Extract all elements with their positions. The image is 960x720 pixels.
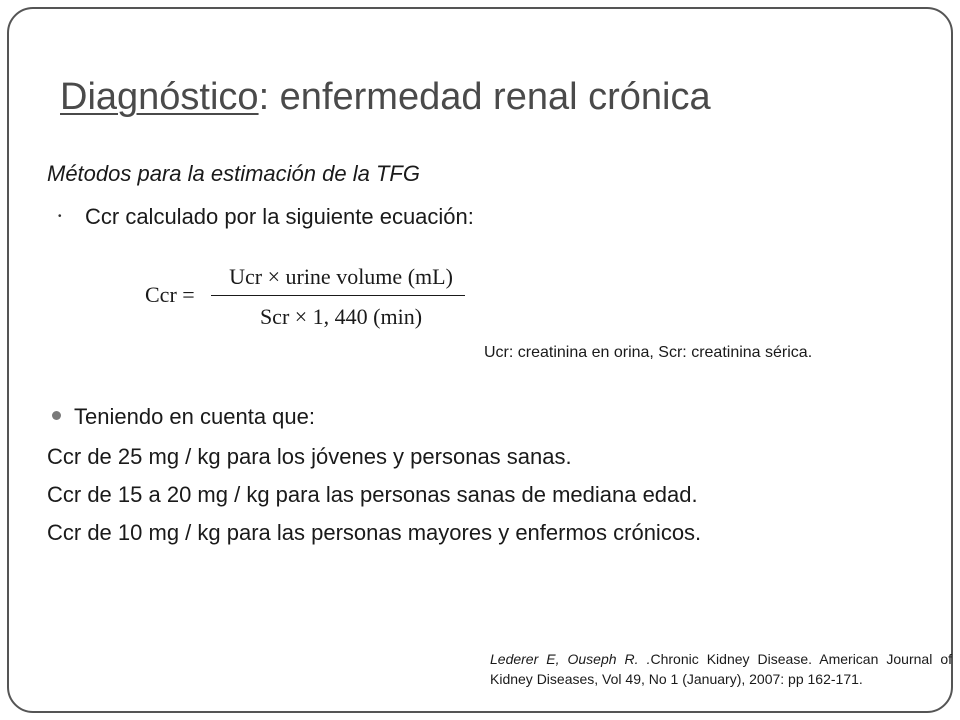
ccr-line: Ccr de 15 a 20 mg / kg para las personas sanas de mediana edad. <box>47 482 698 507</box>
title-underlined-part: Diagnóstico <box>60 76 259 118</box>
reference-authors: Lederer E, Ouseph R. . <box>490 651 651 667</box>
bullet-dot-icon: • <box>58 211 62 222</box>
reference-citation <box>490 649 952 689</box>
slide-title <box>60 76 711 119</box>
ccr-line: Ccr de 10 mg / kg para las personas mayores y enfermos crónicos. <box>47 520 702 545</box>
formula-denominator: Scr × 1, 440 (min) <box>259 304 423 329</box>
formula-note: Ucr: creatinina en orina, Scr: creatinina sérica. <box>484 344 813 361</box>
fraction-bar <box>211 295 465 296</box>
title-rest: : enfermedad renal crónica <box>258 76 711 118</box>
subtitle: Métodos para la estimación de la TFG <box>47 161 420 186</box>
bullet-formula-text: Ccr calculado por la siguiente ecuación: <box>85 204 474 229</box>
bullet-dot-icon <box>52 411 61 420</box>
reference-text: Chronic Kidney Disease. American Journal of Kidney Diseases, Vol 49, No 1 (January), 2007: pp 162-171. <box>490 651 953 687</box>
ccr-line: Ccr de 25 mg / kg para los jóvenes y personas sanas. <box>47 444 572 469</box>
formula-numerator: Ucr × urine volume (mL) <box>229 264 453 289</box>
formula-lhs: Ccr = <box>145 282 195 307</box>
bullet-considering-text: Teniendo en cuenta que: <box>74 404 315 429</box>
